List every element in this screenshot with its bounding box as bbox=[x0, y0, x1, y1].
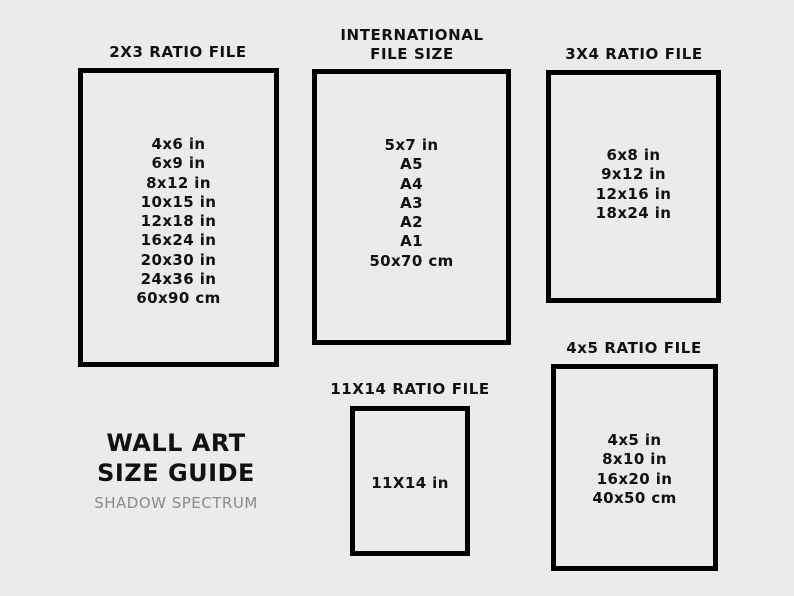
size-item: 6x8 in bbox=[606, 146, 661, 164]
size-item: 24x36 in bbox=[140, 270, 217, 289]
frame-3x4-label: 3X4 RATIO FILE bbox=[565, 45, 703, 63]
frame-international-label bbox=[312, 26, 512, 64]
size-item: A2 bbox=[400, 213, 423, 232]
size-item: 8x10 in bbox=[602, 450, 667, 469]
size-item: 16x24 in bbox=[140, 231, 217, 250]
brand-name: SHADOW SPECTRUM bbox=[94, 494, 258, 512]
size-item: 12x18 in bbox=[140, 212, 217, 231]
size-item: 9x12 in bbox=[601, 165, 666, 184]
size-item: A5 bbox=[400, 155, 423, 174]
frame-3x4-size-list bbox=[551, 146, 716, 223]
size-item: 4x6 in bbox=[151, 135, 206, 153]
guide-title bbox=[76, 428, 276, 488]
frame-international-size-list bbox=[317, 136, 506, 271]
size-item: 10x15 in bbox=[140, 192, 217, 211]
size-item: 50x70 cm bbox=[369, 251, 454, 270]
size-item: 12x16 in bbox=[595, 184, 672, 203]
size-item: 18x24 in bbox=[595, 203, 672, 222]
frame-11x14 bbox=[350, 406, 470, 556]
frame-11x14-label: 11X14 RATIO FILE bbox=[330, 380, 490, 398]
size-item: 6x9 in bbox=[151, 154, 206, 173]
frame-2x3 bbox=[78, 68, 279, 367]
size-item: 40x50 cm bbox=[592, 488, 677, 507]
size-item: 20x30 in bbox=[140, 250, 217, 269]
size-item: 11X14 in bbox=[371, 474, 449, 492]
size-item: 16x20 in bbox=[596, 469, 673, 488]
guide-title-line1: WALL ART bbox=[106, 429, 246, 457]
frame-international-label-line1: INTERNATIONAL bbox=[340, 26, 484, 44]
size-item: A3 bbox=[400, 193, 423, 212]
frame-4x5-size-list bbox=[556, 431, 713, 508]
frame-2x3-label: 2X3 RATIO FILE bbox=[109, 43, 247, 61]
size-item: 60x90 cm bbox=[136, 289, 221, 308]
frame-3x4 bbox=[546, 70, 721, 303]
frame-2x3-size-list bbox=[83, 135, 274, 309]
frame-4x5 bbox=[551, 364, 718, 571]
size-item: 8x12 in bbox=[146, 173, 211, 192]
guide-title-line2: SIZE GUIDE bbox=[97, 459, 255, 487]
size-item: A4 bbox=[400, 174, 423, 193]
frame-4x5-label: 4x5 RATIO FILE bbox=[566, 339, 702, 357]
size-item: 5x7 in bbox=[384, 136, 439, 154]
frame-international-label-line2: FILE SIZE bbox=[370, 45, 454, 63]
size-item: A1 bbox=[400, 232, 423, 251]
frame-11x14-size-list bbox=[355, 474, 465, 493]
size-item: 4x5 in bbox=[607, 431, 662, 449]
frame-international bbox=[312, 69, 511, 345]
